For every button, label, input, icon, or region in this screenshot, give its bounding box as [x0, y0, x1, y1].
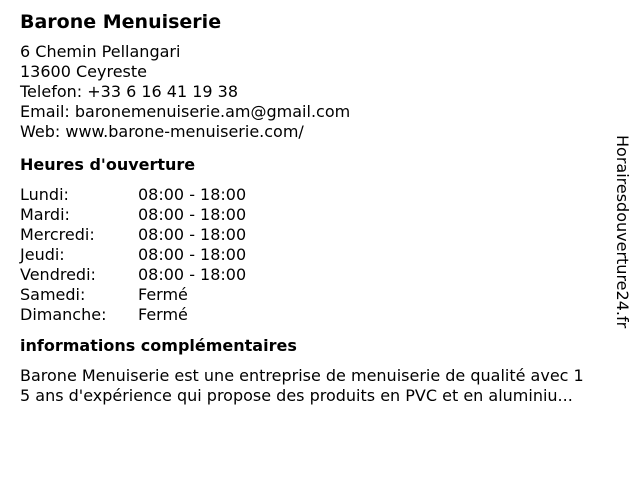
- phone-number[interactable]: Telefon: +33 6 16 41 19 38: [20, 82, 239, 101]
- hours-row: [20, 305, 246, 325]
- day-hours: Fermé: [138, 285, 188, 304]
- hours-row: [20, 265, 246, 285]
- hours-heading: Heures d'ouverture: [20, 155, 196, 174]
- day-label: Mardi:: [20, 205, 70, 224]
- day-hours: 08:00 - 18:00: [138, 205, 247, 224]
- business-card: [20, 10, 610, 406]
- day-hours: Fermé: [138, 305, 188, 324]
- day-hours: 08:00 - 18:00: [138, 185, 247, 204]
- day-label: Vendredi:: [20, 265, 96, 284]
- city-address: 13600 Ceyreste: [20, 62, 147, 81]
- description-line-1: Barone Menuiserie est une entreprise de menuiserie de qualité avec 1: [20, 366, 584, 385]
- website-url[interactable]: Web: www.barone-menuiserie.com/: [20, 122, 304, 141]
- business-name: Barone Menuiserie: [20, 11, 222, 33]
- day-label: Jeudi:: [20, 245, 65, 264]
- hours-row: [20, 285, 246, 305]
- day-label: Mercredi:: [20, 225, 95, 244]
- street-address: 6 Chemin Pellangari: [20, 42, 181, 61]
- email-address[interactable]: Email: baronemenuiserie.am@gmail.com: [20, 102, 351, 121]
- hours-row: [20, 185, 246, 205]
- day-label: Lundi:: [20, 185, 69, 204]
- day-label: Samedi:: [20, 285, 86, 304]
- day-hours: 08:00 - 18:00: [138, 245, 247, 264]
- day-hours: 08:00 - 18:00: [138, 265, 247, 284]
- description-line-2: 5 ans d'expérience qui propose des produits en PVC et en aluminiu...: [20, 386, 573, 405]
- hours-row: [20, 225, 246, 245]
- day-label: Dimanche:: [20, 305, 107, 324]
- hours-row: [20, 205, 246, 225]
- hours-row: [20, 245, 246, 265]
- opening-hours-table: [20, 185, 246, 325]
- info-heading: informations complémentaires: [20, 336, 297, 355]
- day-hours: 08:00 - 18:00: [138, 225, 247, 244]
- site-watermark-text: Horairesdouverture24.fr: [613, 135, 632, 329]
